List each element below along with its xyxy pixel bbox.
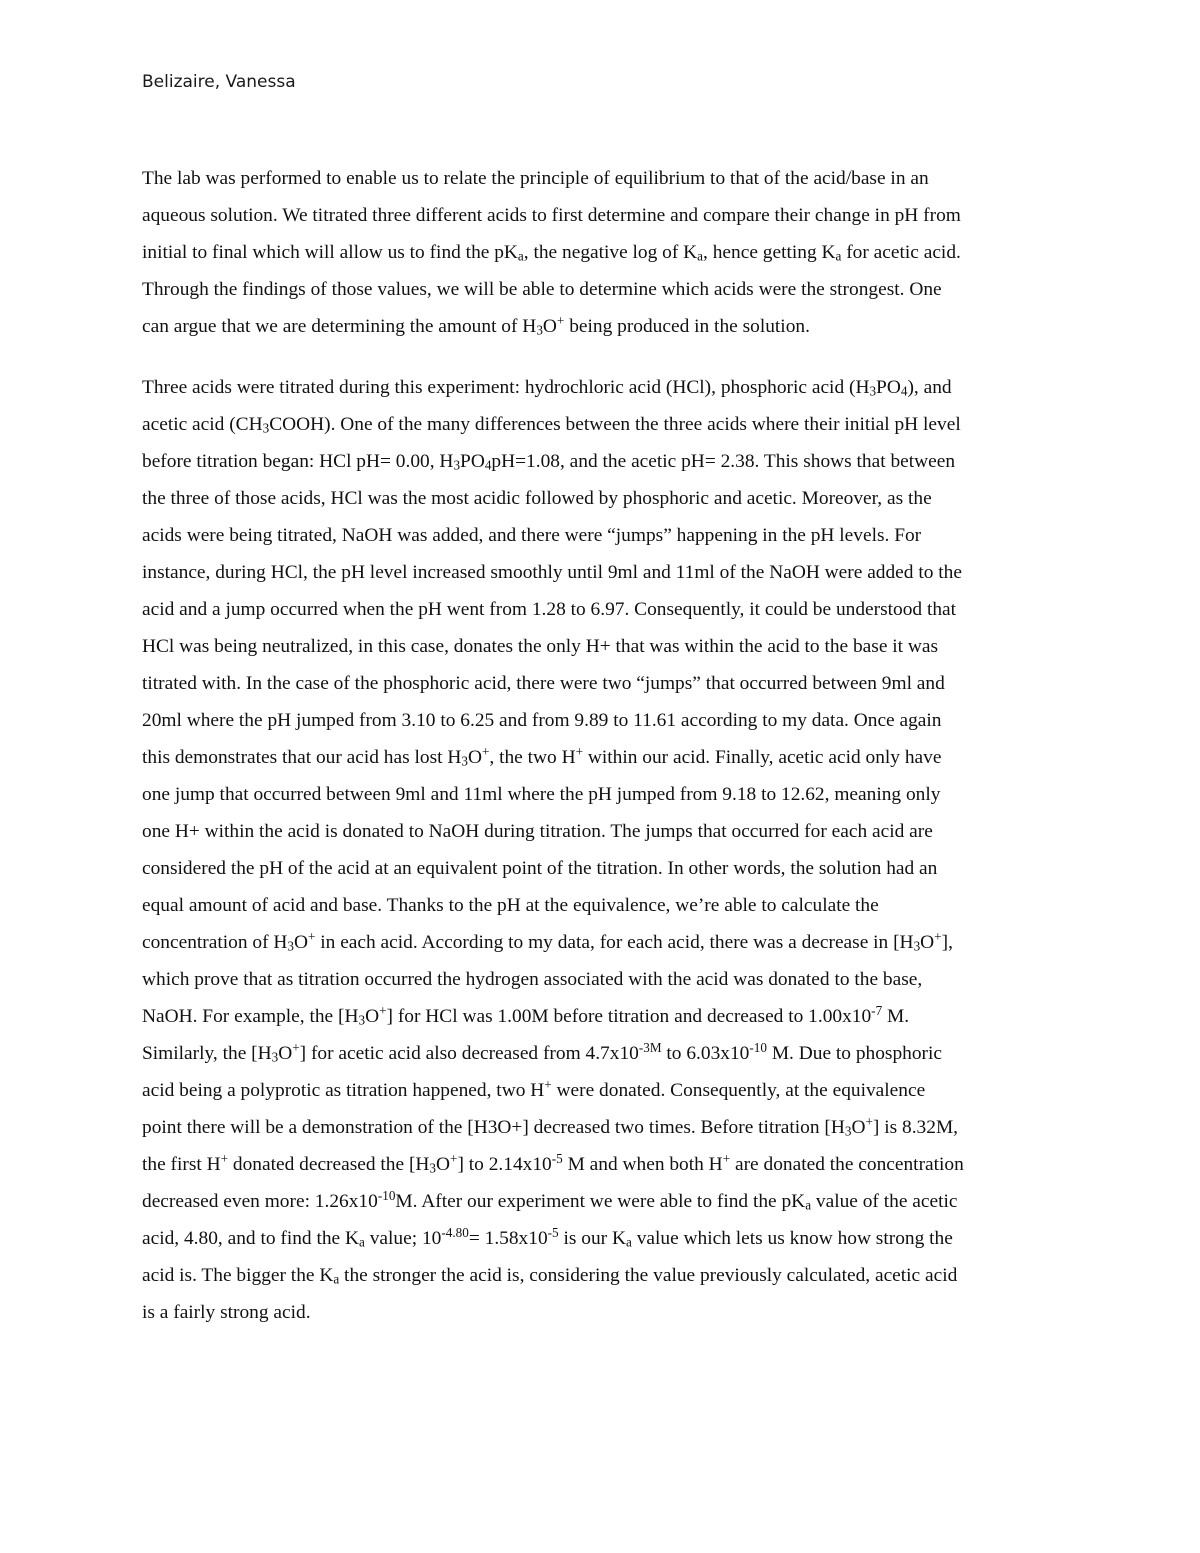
text-line: NaOH. For example, the $[H_3O^+]$ for HCl was 1.00M before titration and decreased to $1.00x10^{-7}$ M. [142, 1002, 910, 1028]
text-line: this demonstrates that our acid has lost $H_3O^+$, the two H+ within our acid. Finally, acetic acid only have [142, 743, 942, 769]
text-line: Similarly, the $[H_3O^+]$ for acetic acid also decreased from $4.7x10^{-3M}$ to $6.03x10^{-10}$ M. Due to phosphoric [142, 1039, 943, 1065]
text-line: aqueous solution. We titrated three different acids to first determine and compare their change in pH from [142, 205, 961, 226]
text-line: point there will be a demonstration of the [H3O+] decreased two times. Before titration $[H_3O^+]$ is 8.32M, [142, 1113, 959, 1139]
text-line: the first H+ donated decreased the $[H_3O^+]$ to $2.14x10^{-5}$ M and when both H+ are donated the concentration [142, 1150, 964, 1176]
text-line: acid and a jump occurred when the pH went from 1.28 to 6.97. Consequently, it could be understood that [142, 599, 957, 620]
text-line: can argue that we are determining the amount of $H_3O^+$ being produced in the solution. [142, 312, 810, 338]
paragraph-2 [142, 369, 1062, 1331]
text-line: acid, 4.80, and to find the $K_a$ value; $10^{-4.80}= 1.58x10^{-5}$ is our $K_a$ value which lets us know how strong the [142, 1224, 953, 1250]
text-line: equal amount of acid and base. Thanks to the pH at the equivalence, we’re able to calculate the [142, 895, 879, 916]
text-line: one H+ within the acid is donated to NaOH during titration. The jumps that occurred for each acid are [142, 821, 933, 842]
text-line: 20ml where the pH jumped from 3.10 to 6.25 and from 9.89 to 11.61 according to my data. Once again [142, 710, 942, 731]
text-line: Through the findings of those values, we will be able to determine which acids were the strongest. One [142, 279, 942, 300]
text-line: Three acids were titrated during this experiment: hydrochloric acid (HCl), phosphoric acid $(H_3PO_4)$, and [142, 377, 952, 399]
text-line: considered the pH of the acid at an equivalent point of the titration. In other words, the solution had an [142, 858, 938, 879]
author-name: Belizaire, Vanessa [142, 72, 296, 92]
text-line: initial to final which will allow us to find the $pK_a$, the negative log of $K_a$, hence getting $K_a$ for acetic acid. [142, 242, 961, 264]
text-line: decreased even more: $1.26x10^{-10}M$. After our experiment we were able to find the $pK_a$ value of the acetic [142, 1187, 958, 1213]
text-line: HCl was being neutralized, in this case, donates the only H+ that was within the acid to the base it was [142, 636, 939, 657]
text-line: acetic acid $(CH_3COOH)$. One of the many differences between the three acids where their initial pH level [142, 414, 961, 436]
text-line: acids were being titrated, NaOH was added, and there were “jumps” happening in the pH levels. For [142, 525, 922, 546]
text-line: before titration began: HCl pH= 0.00, $H_3PO_4pH=1.08$, and the acetic pH= 2.38. This shows that between [142, 451, 956, 473]
text-line: which prove that as titration occurred the hydrogen associated with the acid was donated to the base, [142, 969, 923, 990]
text-line: titrated with. In the case of the phosphoric acid, there were two “jumps” that occurred between 9ml and [142, 673, 945, 694]
text-line: the three of those acids, HCl was the most acidic followed by phosphoric and acetic. Moreover, as the [142, 488, 932, 509]
text-line: acid is. The bigger the $K_a$ the stronger the acid is, considering the value previously calculated, acetic acid [142, 1265, 958, 1287]
text-line: is a fairly strong acid. [142, 1302, 311, 1323]
text-line: instance, during HCl, the pH level increased smoothly until 9ml and 11ml of the NaOH were added to the [142, 562, 962, 583]
paragraph-1 [142, 160, 1062, 345]
text-line: The lab was performed to enable us to relate the principle of equilibrium to that of the acid/base in an [142, 168, 929, 189]
text-line: one jump that occurred between 9ml and 11ml where the pH jumped from 9.18 to 12.62, meaning only [142, 784, 941, 805]
text-line: concentration of $H_3O^+$ in each acid. According to my data, for each acid, there was a decrease in $[H_3O^+]$, [142, 928, 953, 954]
text-line: acid being a polyprotic as titration happened, two H+ were donated. Consequently, at the equivalence [142, 1076, 926, 1101]
